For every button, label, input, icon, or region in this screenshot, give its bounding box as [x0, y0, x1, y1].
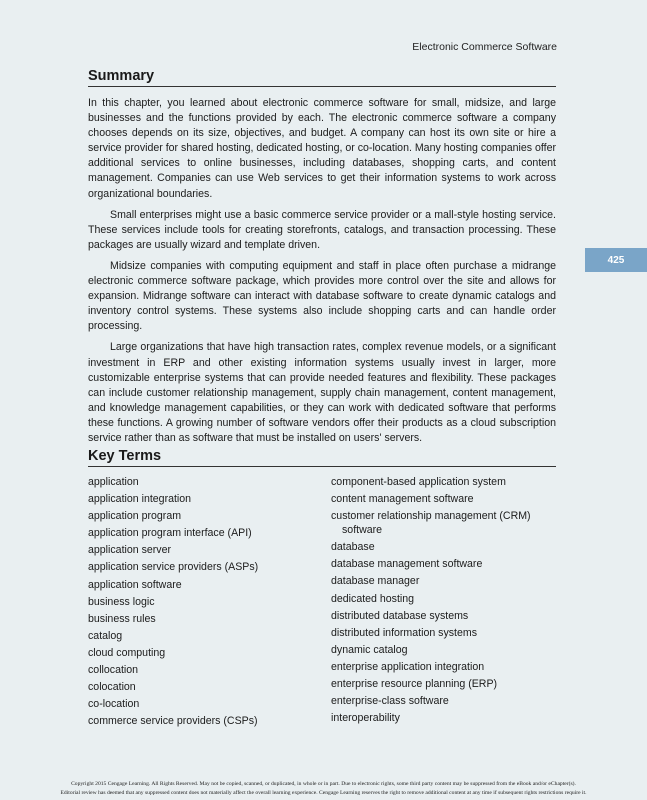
- key-term: colocation: [88, 681, 136, 694]
- key-term: application program: [88, 510, 182, 523]
- summary-body: [88, 96, 556, 452]
- key-term-text: customer relationship management (CRM): [331, 510, 531, 523]
- key-term: dynamic catalog: [331, 643, 408, 656]
- key-term: collocation: [88, 664, 139, 677]
- key-term: interoperability: [331, 712, 400, 725]
- key-term: distributed information systems: [331, 626, 478, 639]
- summary-paragraph: In this chapter, you learned about electronic commerce software for small, midsize, and large businesses and the functions provided by each. The electronic commerce software a company chooses depends on its size, objectives, and budget. A company can host its own site or hire a service provider for shared hosting, dedicated hosting, or co-location. Many hosting companies offer additional services to online businesses, including databases, shopping carts, and content management. Companies can use Web services to get their information systems to work across organizational boundaries.: [88, 97, 556, 200]
- key-term: dedicated hosting: [331, 592, 415, 605]
- key-term: business logic: [88, 595, 155, 608]
- key-term: application program interface (API): [88, 527, 252, 540]
- key-term: application service providers (ASPs): [88, 561, 259, 574]
- key-term: enterprise resource planning (ERP): [331, 678, 498, 691]
- key-term: database: [331, 541, 375, 554]
- summary-paragraph: Small enterprises might use a basic commerce service provider or a mall-style hosting service. These services include tools for creating storefronts, catalogs, and transaction processing. These packages are usually wizard and template driven.: [88, 208, 556, 251]
- copyright-line: Copyright 2015 Cengage Learning. All Rights Reserved. May not be copied, scanned, or duplicated, in whole or in part. Due to electronic rights, some third party content may be suppressed from the eBook and/or eChapter(s).: [71, 781, 576, 787]
- key-term: distributed database systems: [331, 609, 469, 622]
- key-term-wrapped: [331, 509, 557, 537]
- key-term: co-location: [88, 698, 140, 711]
- key-term: cloud computing: [88, 646, 166, 659]
- key-term: business rules: [88, 612, 156, 625]
- running-header: Electronic Commerce Software: [412, 41, 557, 53]
- key-term: catalog: [88, 629, 123, 642]
- copyright-footer: [0, 780, 647, 798]
- key-term: commerce service providers (CSPs): [88, 715, 258, 728]
- summary-heading: Summary: [88, 68, 556, 87]
- key-term: enterprise application integration: [331, 660, 485, 673]
- key-terms-left-column: [88, 475, 318, 731]
- key-term: database manager: [331, 575, 420, 588]
- key-term: application software: [88, 578, 182, 591]
- page-number-tab: 425: [585, 248, 647, 272]
- copyright-line: Editorial review has deemed that any suppressed content does not materially affect the overall learning experience. Cengage Learning reserves the right to remove additional content at any time if subsequent rights restrictions require it.: [60, 790, 587, 796]
- key-term: component-based application system: [331, 476, 506, 488]
- key-terms-heading: Key Terms: [88, 448, 556, 467]
- key-term: database management software: [331, 558, 483, 571]
- key-term-continuation: software: [342, 524, 383, 537]
- key-term: application: [88, 476, 139, 488]
- summary-paragraph: Midsize companies with computing equipment and staff in place often purchase a midrange electronic commerce software package, which provides more control over the site and allows for expansion. Midrange software can interact with database software to create dynamic catalogs and inventory control systems. These systems also include shopping carts and can handle order processing.: [88, 259, 556, 333]
- summary-paragraph: Large organizations that have high transaction rates, complex revenue models, or a significant investment in ERP and other existing information systems usually invest in larger, more customizable enterprise systems that can provide needed features and flexibility. These packages can include customer relationship management, supply chain management, content management, and knowledge management capabilities, or they can work with dedicated software that performs these functions. A growing number of software vendors offer their products as a cloud subscription service rather than as software that must be installed on users' servers.: [88, 341, 556, 444]
- key-term: enterprise-class software: [331, 695, 449, 708]
- key-terms-right-column: [331, 475, 557, 728]
- key-term: application server: [88, 544, 172, 557]
- key-term: content management software: [331, 493, 474, 506]
- key-term: application integration: [88, 493, 192, 506]
